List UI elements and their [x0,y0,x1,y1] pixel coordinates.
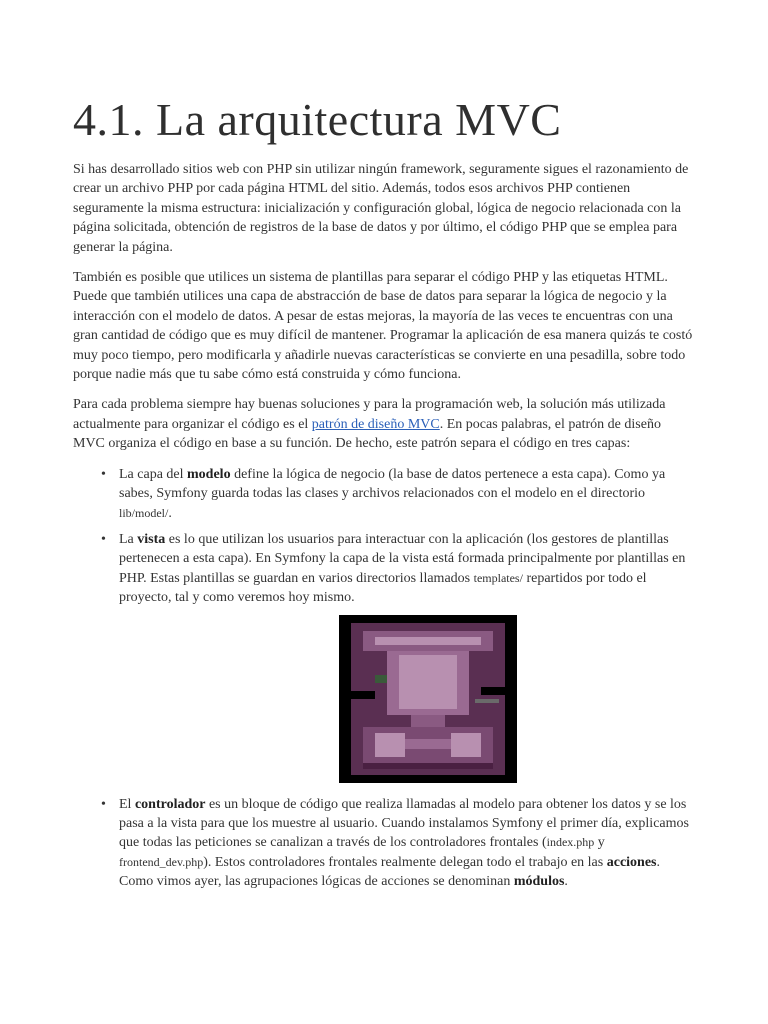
modelo-text-3: . [168,505,172,521]
frontend-dev-php-filename: frontend_dev.php [119,854,204,869]
mvc-paragraph-text-before: Para cada problema siempre hay buenas soluciones y para la programación web, la solución más utilizada actualmente para organizar el código es el [73,397,666,432]
model-directory-path: lib/model/ [119,505,169,520]
modulos-term: módulos [513,874,565,890]
modelo-term: modelo [187,466,231,482]
mvc-pattern-link[interactable]: patrón de diseño MVC [311,416,440,432]
list-item-controlador [119,795,693,892]
mvc-paragraph-text-after: . En pocas palabras, el patrón de diseño MVC organiza el código en base a su función. De hecho, este patrón separa el código en tres capas: [73,416,661,452]
document-page [73,92,693,899]
controlador-term: controlador [134,796,206,812]
page-title: 4.1. La arquitectura MVC [73,94,562,145]
acciones-term: acciones [606,854,657,870]
templates-paragraph: También es posible que utilices un sistema de plantillas para separar el código PHP y las etiquetas HTML. Puede que también utilices una capa de abstracción de base de datos para separar la lógica de negocio y la interacción con el modelo de datos. A pesar de estas mejoras, la mayoría de las veces te encuentras con una gran cantidad de código que es muy difícil de mantener. Programar la aplicación de esa manera quizás te costó muy poco tiempo, pero modificarla y añadirle nuevas características se convierte en una pesadilla, sobre todo porque nadie más que tu sabe cómo está construida y cómo funciona. [73,270,693,383]
list-item-vista [119,530,693,608]
vista-text-2: es lo que utilizan los usuarios para interactuar con la aplicación (los gestores de plantillas pertenecen a esta capa). En Symfony la capa de la vista está formada principalmente por plantillas en PHP. Estas plantillas se guardan en varios directorios llamados [119,531,686,586]
vista-text-3: repartidos por todo el proyecto, tal y como veremos hoy mismo. [119,570,647,606]
controlador-text-6: . [564,874,568,890]
intro-paragraph: Si has desarrollado sitios web con PHP sin utilizar ningún framework, seguramente sigues el razonamiento de crear un archivo PHP por cada página HTML del sitio. Además, todos esos archivos PHP contienen seguramente la misma estructura: inicialización y configuración global, lógica de negocio relacionada con la página solicitada, obtención de registros de la base de datos y por último, el código PHP que se emplea para generar la página. [73,162,689,255]
list-item-modelo [119,465,693,523]
templates-directory-path: templates/ [473,570,523,585]
vista-term: vista [137,531,166,547]
mvc-layers-list-continued [73,795,693,892]
vista-text-1: La [119,531,138,547]
mvc-figure-image [339,615,517,783]
mvc-layers-list [73,465,693,608]
mvc-paragraph [73,395,693,453]
controlador-text-1: El [119,796,135,812]
controlador-text-2: es un bloque de código que realiza llamadas al modelo para obtener los datos y se los pasa a la vista para que los muestre al usuario. Cuando instalamos Symfony el primer día, explicamos que todas las peticiones se canalizan a través de los controladores frontales ( [119,796,689,851]
index-php-filename: index.php [546,835,595,850]
mvc-diagram-pixel-image [339,615,517,783]
modelo-text-2: define la lógica de negocio (la base de datos pertenece a esta capa). Como ya sabes, Symfony guarda todas las clases y archivos relacionados con el modelo en el directorio [119,466,666,502]
controlador-text-4: ). Estos controladores frontales realmente delegan todo el trabajo en las [203,854,607,870]
controlador-text-3: y [594,835,605,851]
controlador-text-5: . Como vimos ayer, las agrupaciones lógicas de acciones se denominan [119,854,660,890]
modelo-text-1: La capa del [119,466,188,482]
